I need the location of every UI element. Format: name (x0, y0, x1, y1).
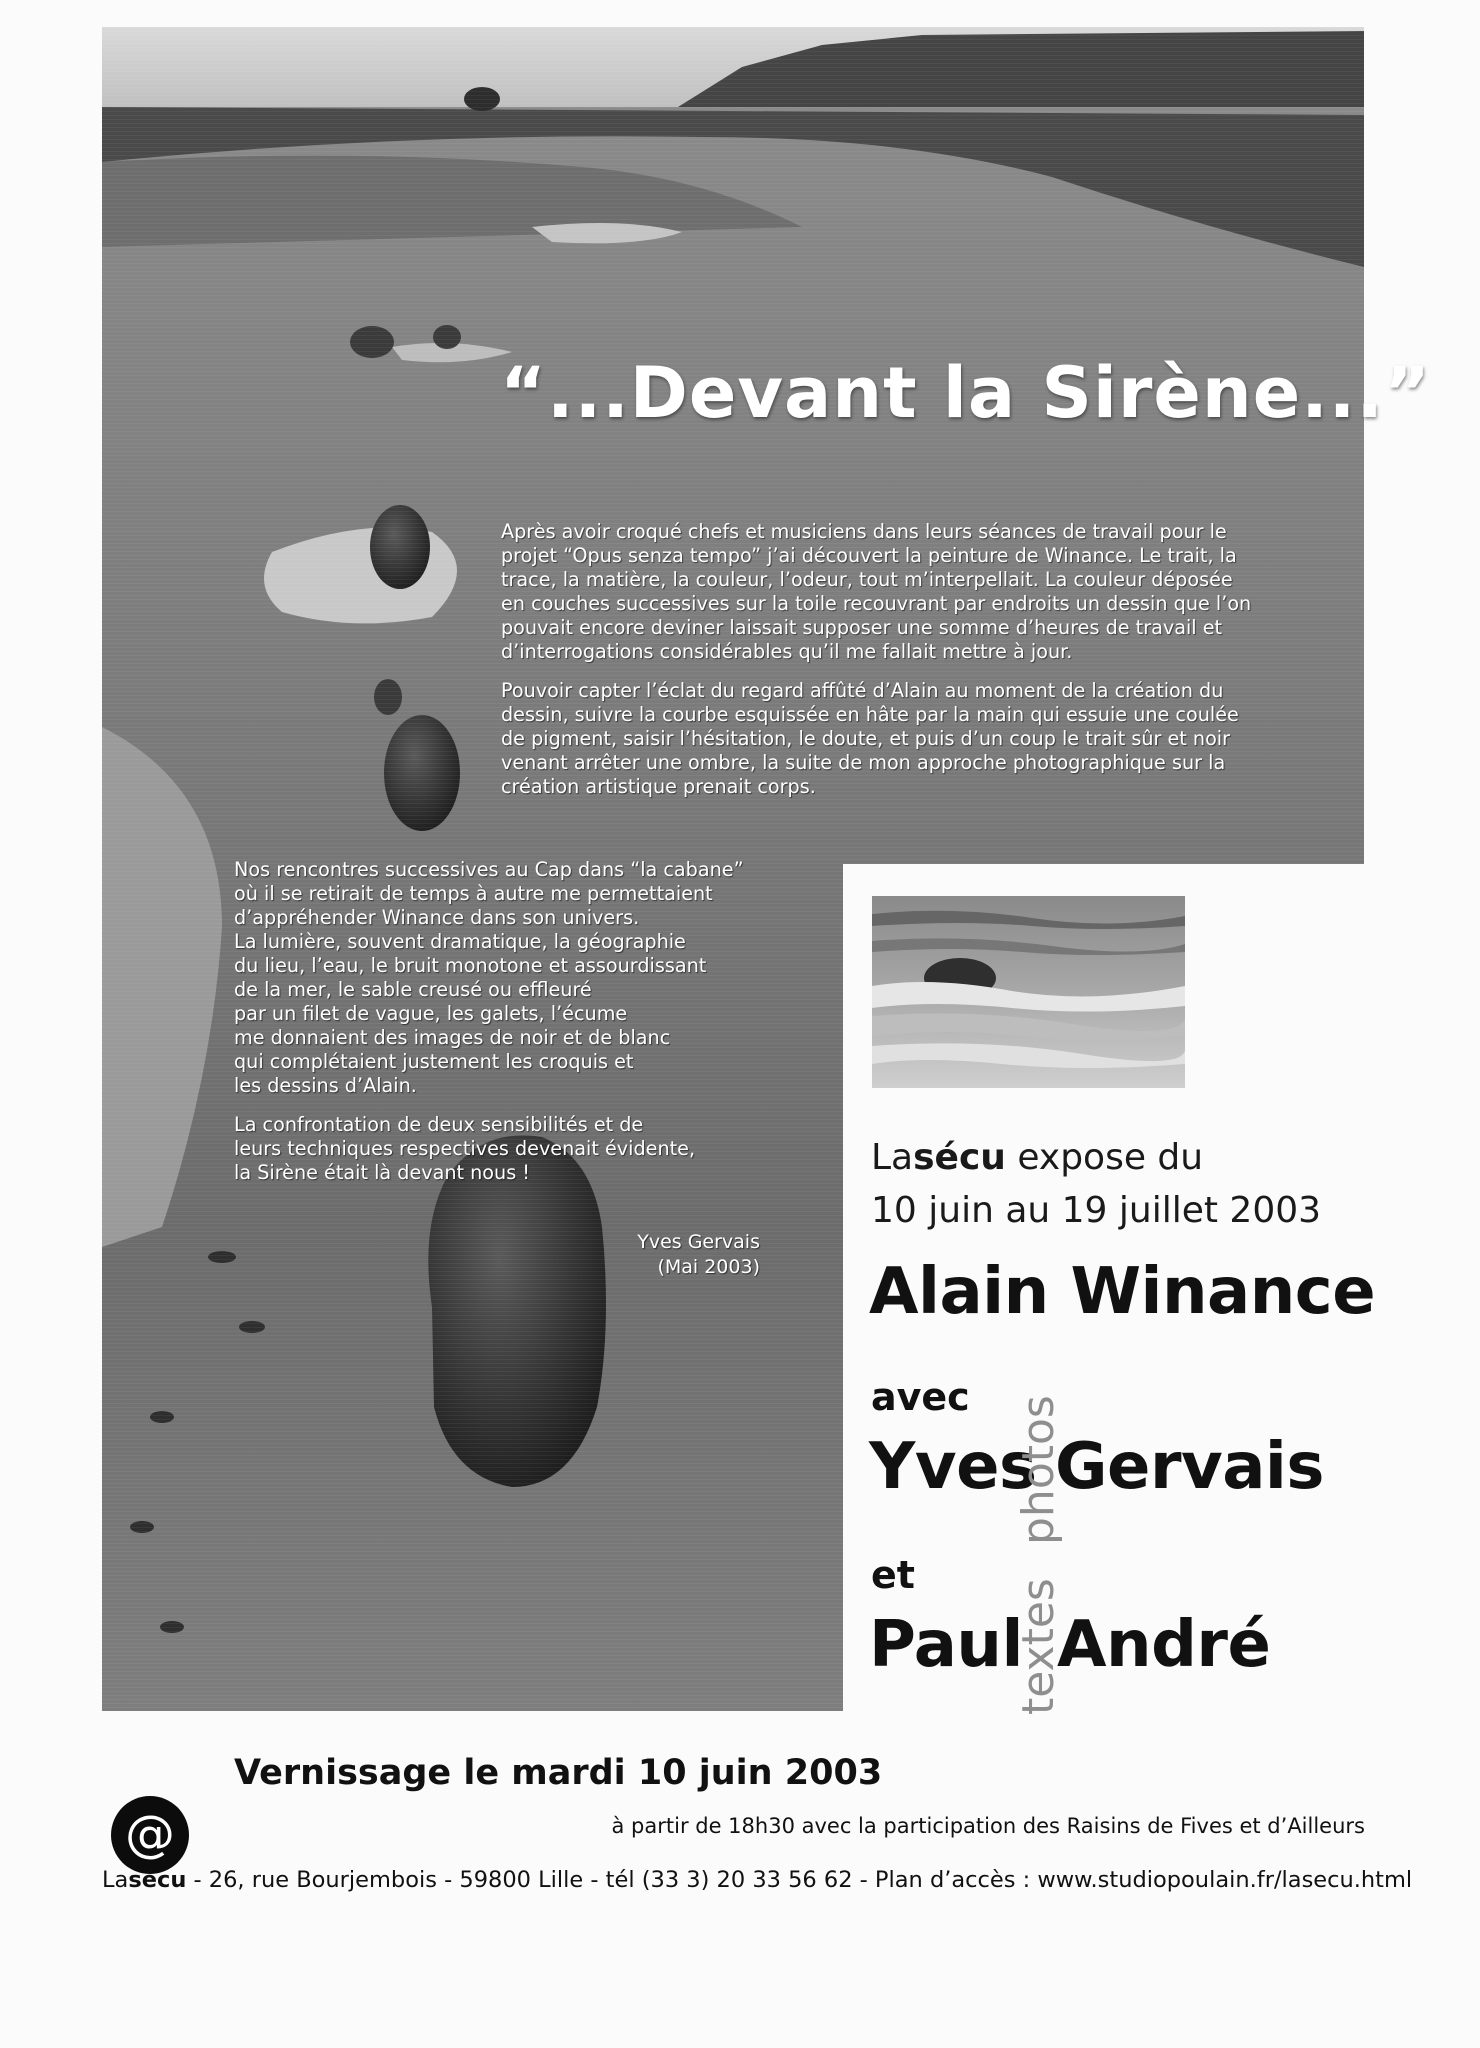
venue-prefix: La (871, 1137, 914, 1178)
exhibition-dates: 10 juin au 19 juillet 2003 (871, 1190, 1322, 1231)
and-label: et (871, 1553, 915, 1597)
footer-venue-prefix: La (102, 1867, 129, 1893)
signature-date: (Mai 2003) (657, 1256, 760, 1278)
vernissage-title: Vernissage le mardi 10 juin 2003 (234, 1753, 883, 1793)
poster-title: “...Devant la Sirène...” (500, 352, 1431, 434)
artist-name: Alain Winance (869, 1255, 1376, 1329)
footer-address-text: - 26, rue Bourjembois - 59800 Lille - tél (33 3) 20 33 56 62 - Plan d’accès : www.studiopoulain.fr/lasecu.html (186, 1867, 1413, 1893)
venue-bold: sécu (913, 1137, 1006, 1178)
footer-venue-bold: sécu (128, 1867, 187, 1893)
writer-first-name: Paul (869, 1608, 1023, 1682)
writer-last-name: André (1057, 1608, 1271, 1682)
venue-expose-line (871, 1137, 1203, 1178)
at-logo-icon (109, 1794, 191, 1876)
photographer-last-name: Gervais (1055, 1430, 1324, 1504)
signature-name: Yves Gervais (637, 1231, 760, 1253)
intro-text (501, 520, 1261, 814)
expose-text: expose du (1005, 1137, 1204, 1178)
photographer-first-name: Yves (869, 1430, 1037, 1504)
photos-label: photos (1013, 1395, 1064, 1545)
intro-paragraph: Après avoir croqué chefs et musiciens dans leurs séances de travail pour le projet “Opus senza tempo” j’ai découvert la peinture de Winance. Le trait, la trace, la matière, la couleur, l’odeur, tout m’interpellait. La couleur déposée en couches successives sur la toile recouvrant par endroits un dessin que l’on pouvait encore deviner laissait supposer une somme d’heures de travail et d’interrogations considérables qu’il me fallait mettre à jour. (501, 520, 1252, 663)
left-text (234, 858, 754, 1200)
left-paragraph: Nos rencontres successives au Cap dans “la cabane” où il se retirait de temps à autre me permettaient d’appréhender Winance dans son univers. La lumière, souvent dramatique, la géographie du lieu, l’eau, le bruit monotone et assourdissant de la mer, le sable creusé ou effleuré par un filet de vague, les galets, l’écume me donnaient des images de noir et de blanc qui complétaient justement les croquis et les dessins d’Alain. (234, 858, 744, 1097)
signature (560, 1230, 760, 1280)
intro-paragraph: Pouvoir capter l’éclat du regard affûté d’Alain au moment de la création du dessin, suivre la courbe esquissée en hâte par la main qui essuie une coulée de pigment, saisir l’hésitation, le doute, et puis d’un coup le trait sûr et noir venant arrêter une ombre, la suite de mon approche photographique sur la création artistique prenait corps. (501, 679, 1239, 798)
logo-graphic (109, 1794, 191, 1876)
texts-label: textes (1013, 1578, 1064, 1715)
vernissage-details: à partir de 18h30 avec la participation des Raisins de Fives et d’Ailleurs (611, 1814, 1365, 1838)
wave-photo-graphic (872, 896, 1185, 1088)
wave-photo (872, 896, 1185, 1088)
logo-text: @ (125, 1805, 175, 1863)
footer-address (102, 1867, 1413, 1893)
with-label: avec (871, 1375, 970, 1419)
left-paragraph: La confrontation de deux sensibilités et de leurs techniques respectives devenait évidente, la Sirène était là devant nous ! (234, 1113, 696, 1184)
